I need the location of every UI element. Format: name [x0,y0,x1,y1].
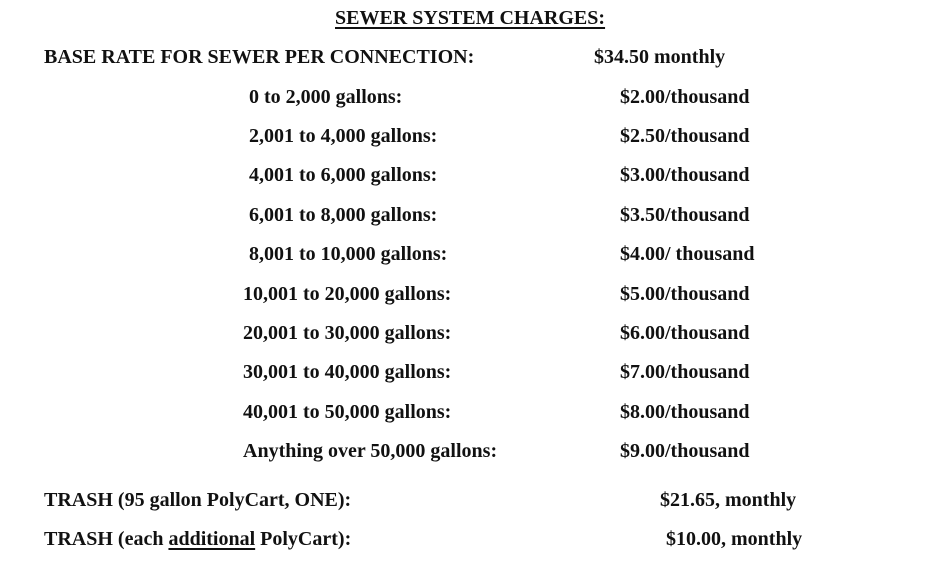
tier-range: 6,001 to 8,000 gallons: [249,204,438,226]
trash-additional-label [44,527,351,551]
tier-range: 40,001 to 50,000 gallons: [243,401,452,423]
tier-rate: $6.00/thousand [620,322,750,344]
tier-range: 8,001 to 10,000 gallons: [249,243,448,265]
tier-range: 2,001 to 4,000 gallons: [249,125,438,147]
trash-additional-label-suffix: PolyCart): [255,528,352,550]
tier-range: 20,001 to 30,000 gallons: [243,322,452,344]
tier-range: Anything over 50,000 gallons: [243,440,498,462]
tier-rate: $9.00/thousand [620,440,750,462]
tier-range: 30,001 to 40,000 gallons: [243,361,452,383]
trash-additional-value: $10.00, monthly [666,528,803,550]
tier-rate: $3.50/thousand [620,204,750,226]
tier-rate: $8.00/thousand [620,401,750,423]
page-title: SEWER SYSTEM CHARGES: [335,7,606,29]
trash-additional-label-prefix: TRASH (each [44,528,169,550]
trash-additional-emphasis: additional [168,528,256,550]
tier-range: 4,001 to 6,000 gallons: [249,164,438,186]
tier-rate: $5.00/thousand [620,283,750,305]
tier-rate: $2.50/thousand [620,125,750,147]
tier-rate: $4.00/ thousand [620,243,755,265]
trash-first-label: TRASH (95 gallon PolyCart, ONE): [44,489,352,511]
base-rate-value: $34.50 monthly [594,46,726,68]
tier-rate: $7.00/thousand [620,361,750,383]
base-rate-label: BASE RATE FOR SEWER PER CONNECTION: [44,46,475,68]
tier-rate: $2.00/thousand [620,86,750,108]
tier-range: 0 to 2,000 gallons: [249,86,403,108]
tier-rate: $3.00/thousand [620,164,750,186]
trash-first-value: $21.65, monthly [660,489,797,511]
tier-range: 10,001 to 20,000 gallons: [243,283,452,305]
